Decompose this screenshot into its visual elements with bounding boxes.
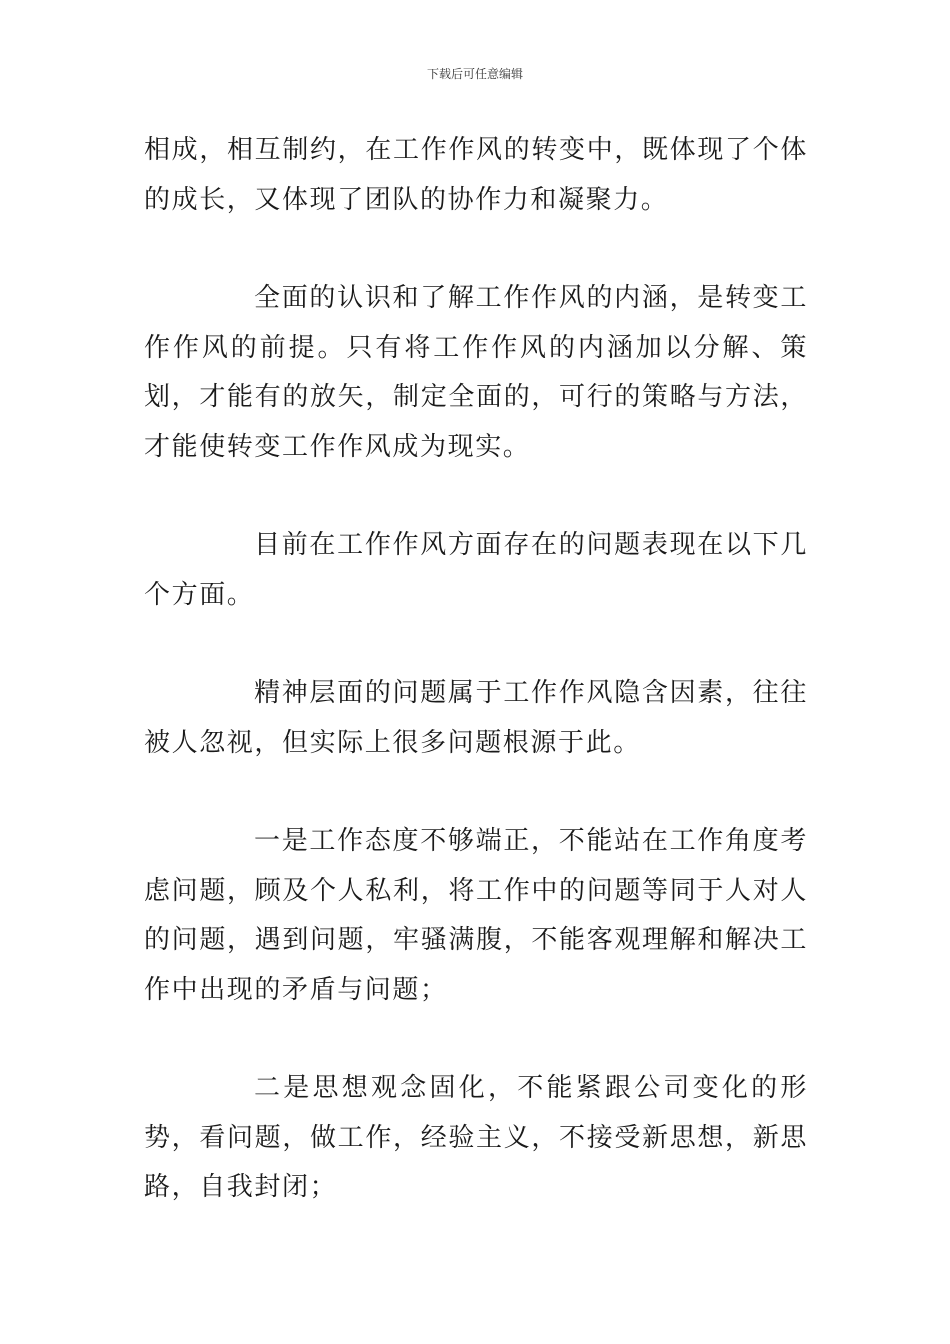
- page-header: 下载后可任意编辑: [426, 67, 523, 81]
- paragraph: 全面的认识和了解工作作风的内涵，是转变工作作风的前提。只有将工作作风的内涵加以分解、策划，才能有的放矢，制定全面的，可行的策略与方法，才能使转变工作作风成为现实。: [144, 283, 808, 462]
- document-body: [144, 126, 808, 1262]
- paragraph: 精神层面的问题属于工作作风隐含因素，往往被人忽视，但实际上很多问题根源于此。: [144, 678, 808, 758]
- paragraph: 相成，相互制约，在工作作风的转变中，既体现了个体的成长，又体现了团队的协作力和凝聚力。: [144, 135, 808, 215]
- paragraph: 目前在工作作风方面存在的问题表现在以下几个方面。: [144, 530, 808, 610]
- paragraph: 二是思想观念固化，不能紧跟公司变化的形势，看问题，做工作，经验主义，不接受新思想，新思路，自我封闭；: [144, 1073, 808, 1202]
- paragraph: 一是工作态度不够端正，不能站在工作角度考虑问题，顾及个人私利，将工作中的问题等同于人对人的问题，遇到问题，牢骚满腹，不能客观理解和解决工作中出现的矛盾与问题；: [144, 826, 808, 1005]
